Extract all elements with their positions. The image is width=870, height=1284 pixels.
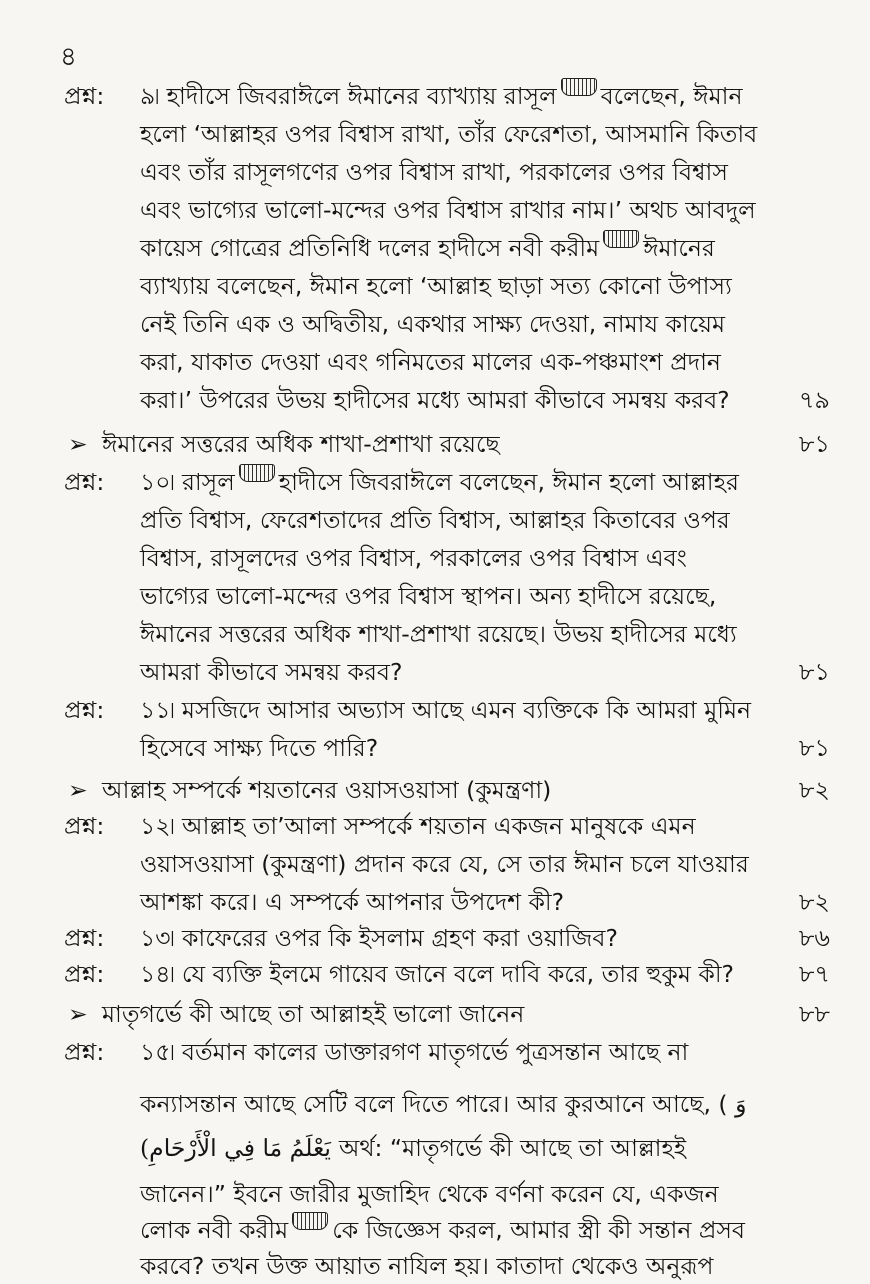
arrow-icon: ➢ — [68, 1000, 88, 1028]
q10-line: আমরা কীভাবে সমন্বয় করব? — [140, 658, 403, 686]
q11-line: ১১৷ মসজিদে আসার অভ্যাস আছে এমন ব্যক্তিকে কি আমরা মুমিন — [140, 696, 752, 724]
q10-line: ঈমানের সত্তরের অধিক শাখা-প্রশাখা রয়েছে। উভয় হাদীসের মধ্যে — [140, 620, 737, 648]
page-ref: ৮১ — [798, 430, 830, 458]
q15-line: করবে? তখন উক্ত আয়াত নাযিল হয়। কাতাদা থেকেও অনুরূপ — [140, 1252, 714, 1280]
page-ref: ৮১ — [798, 734, 830, 762]
q15-line: ১৫৷ বর্তমান কালের ডাক্তারগণ মাতৃগর্ভে পুত্রসন্তান আছে না — [140, 1038, 689, 1066]
page-ref: ৮১ — [798, 658, 830, 686]
question-label: প্রশ্ন: — [64, 924, 105, 952]
q9-line: ব্যাখ্যায় বলেছেন, ঈমান হলো ‘আল্লাহ ছাড়া সত্য কোনো উপাস্য — [140, 272, 732, 300]
page-ref: ৭৯ — [798, 386, 830, 414]
saw-icon — [292, 1212, 328, 1230]
page-number: ৪ — [60, 42, 77, 72]
page-ref: ৮৭ — [798, 960, 830, 988]
q12-line: ১২৷ আল্লাহ তা’আলা সম্পর্কে শয়তান একজন মানুষকে এমন — [140, 812, 696, 840]
saw-icon — [603, 230, 639, 248]
q15-line: يَعْلَمُ مَا فِي الْأَرْحَامِ) অর্থ: “মাতৃগর্ভে কী আছে তা আল্লাহই — [140, 1130, 772, 1166]
q10-line: ভাগ্যের ভালো-মন্দের ওপর বিশ্বাস স্থাপন। অন্য হাদীসে রয়েছে, — [140, 582, 717, 610]
saw-icon — [561, 78, 597, 96]
q10-line: প্রতি বিশ্বাস, ফেরেশতাদের প্রতি বিশ্বাস, আল্লাহর কিতাবের ওপর — [140, 506, 730, 534]
q15-line: কন্যাসন্তান আছে সেটি বলে দিতে পারে। আর কুরআনে আছে, ( وَ — [140, 1090, 747, 1118]
q9-line: করা, যাকাত দেওয়া এবং গনিমতের মালের এক-পঞ্চমাংশ প্রদান — [140, 348, 721, 376]
q9-line: হলো ‘আল্লাহর ওপর বিশ্বাস রাখা, তাঁর ফেরেশতা, আসমানি কিতাব — [140, 120, 758, 148]
q9-line: এবং ভাগ্যের ভালো-মন্দের ওপর বিশ্বাস রাখার নাম।’ অথচ আবদুল — [140, 196, 756, 224]
question-label: প্রশ্ন: — [64, 812, 105, 840]
question-label: প্রশ্ন: — [64, 960, 105, 988]
section-heading: ➢ ঈমানের সত্তরের অধিক শাখা-প্রশাখা রয়েছে — [68, 426, 500, 462]
arrow-icon: ➢ — [68, 430, 88, 458]
q12-line: আশঙ্কা করে। এ সম্পর্কে আপনার উপদেশ কী? — [140, 888, 565, 916]
page-ref: ৮৬ — [798, 924, 830, 952]
q11-line: হিসেবে সাক্ষ্য দিতে পারি? — [140, 734, 379, 762]
page-ref: ৮২ — [798, 888, 830, 916]
question-label: প্রশ্ন: — [64, 696, 105, 724]
q15-line: লোক নবী করীম কে জিজ্ঞেস করল, আমার স্ত্রী কী সন্তান প্রসব — [140, 1212, 772, 1248]
arrow-icon: ➢ — [68, 776, 88, 804]
q9-line: কায়েস গোত্রের প্রতিনিধি দলের হাদীসে নবী করীম ঈমানের — [140, 230, 772, 266]
q10-line: ১০৷ রাসূল হাদীসে জিবরাঈলে বলেছেন, ঈমান হলো আল্লাহর — [140, 464, 772, 500]
q13-line: ১৩৷ কাফেরের ওপর কি ইসলাম গ্রহণ করা ওয়াজিব? — [140, 924, 618, 952]
question-label: প্রশ্ন: — [64, 1038, 105, 1066]
q9-line: ৯৷ হাদীসে জিবরাঈলে ঈমানের ব্যাখ্যায় রাসূল বলেছেন, ঈমান — [140, 78, 772, 114]
question-label: প্রশ্ন: — [64, 468, 105, 496]
q15-line: জানেন।” ইবনে জারীর মুজাহিদ থেকে বর্ণনা করেন যে, একজন — [140, 1180, 719, 1208]
q9-line: করা।’ উপরের উভয় হাদীসের মধ্যে আমরা কীভাবে সমন্বয় করব? — [140, 386, 730, 414]
q12-line: ওয়াসওয়াসা (কুমন্ত্রণা) প্রদান করে যে, সে তার ঈমান চলে যাওয়ার — [140, 850, 749, 878]
q10-line: বিশ্বাস, রাসূলদের ওপর বিশ্বাস, পরকালের ওপর বিশ্বাস এবং — [140, 544, 687, 572]
q9-line: নেই তিনি এক ও অদ্বিতীয়, একথার সাক্ষ্য দেওয়া, নামায কায়েম — [140, 310, 726, 338]
saw-icon — [239, 464, 275, 482]
q9-line: এবং তাঁর রাসূলগণের ওপর বিশ্বাস রাখা, পরকালের ওপর বিশ্বাস — [140, 158, 728, 186]
q14-line: ১৪৷ যে ব্যক্তি ইলমে গায়েব জানে বলে দাবি করে, তার হুকুম কী? — [140, 960, 735, 988]
page-ref: ৮৮ — [798, 1000, 830, 1028]
question-label: প্রশ্ন: — [64, 82, 105, 110]
section-heading: ➢ আল্লাহ সম্পর্কে শয়তানের ওয়াসওয়াসা (কুমন্ত্রণা) — [68, 772, 551, 808]
section-heading: ➢ মাতৃগর্ভে কী আছে তা আল্লাহই ভালো জানেন — [68, 996, 524, 1032]
arabic-verse: يَعْلَمُ مَا فِي الْأَرْحَامِ) — [140, 1134, 331, 1162]
page-ref: ৮২ — [798, 776, 830, 804]
